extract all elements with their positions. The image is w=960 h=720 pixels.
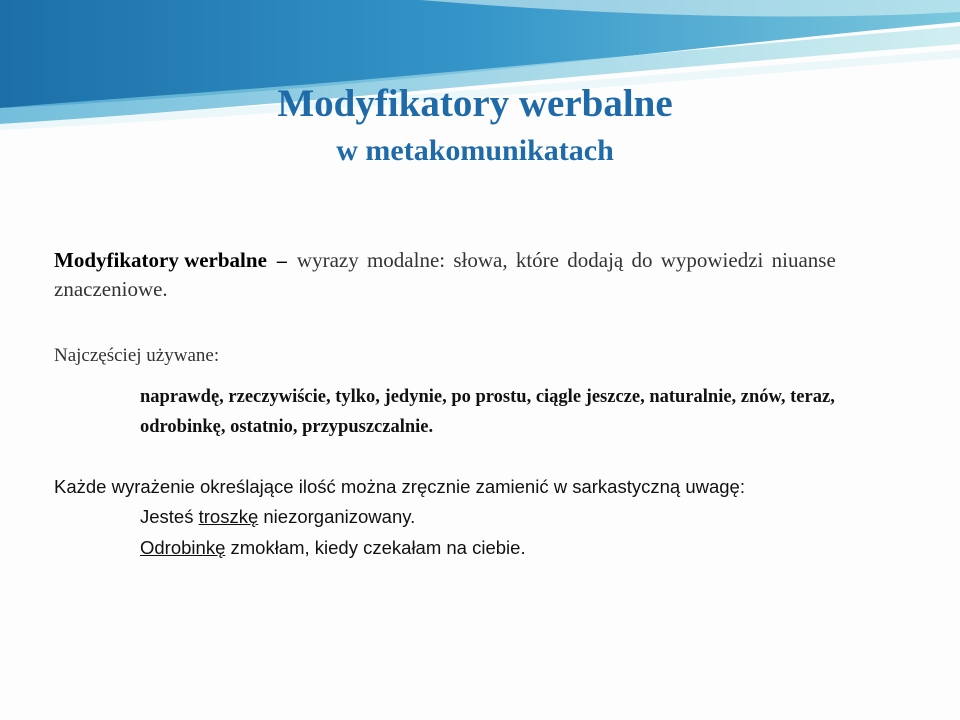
definition-term: Modyfikatory werbalne bbox=[54, 248, 267, 272]
common-words-list: naprawdę, rzeczywiście, tylko, jedynie, po prostu, ciągle jeszcze, naturalnie, znów, teraz, odrobinkę, ostatnio, przypuszczalnie. bbox=[140, 387, 835, 437]
common-label: Najczęściej używane: bbox=[54, 345, 220, 366]
example-1-underlined: troszkę bbox=[198, 506, 259, 527]
title-block bbox=[0, 82, 960, 170]
example-sentence-1 bbox=[140, 506, 415, 528]
example-1-after: niezorganizowany. bbox=[258, 506, 416, 527]
sarcasm-intro: Każde wyrażenie określające ilość można zręcznie zamienić w sarkastyczną uwagę: bbox=[54, 476, 745, 497]
definition-text: wyrazy modalne: słowa, które dodają do wypowiedzi niuanse znaczeniowe. bbox=[54, 248, 836, 301]
definition-paragraph bbox=[54, 246, 894, 304]
example-2-after: zmokłam, kiedy czekałam na ciebie. bbox=[225, 537, 526, 558]
example-sentence-2 bbox=[140, 537, 526, 559]
definition-dash: – bbox=[276, 250, 287, 272]
example-1-before: Jesteś bbox=[140, 506, 199, 527]
example-2-underlined: Odrobinkę bbox=[140, 537, 226, 558]
slide-title: Modyfikatory werbalne bbox=[277, 82, 673, 125]
slide-subtitle: w metakomunikatach bbox=[336, 134, 614, 167]
